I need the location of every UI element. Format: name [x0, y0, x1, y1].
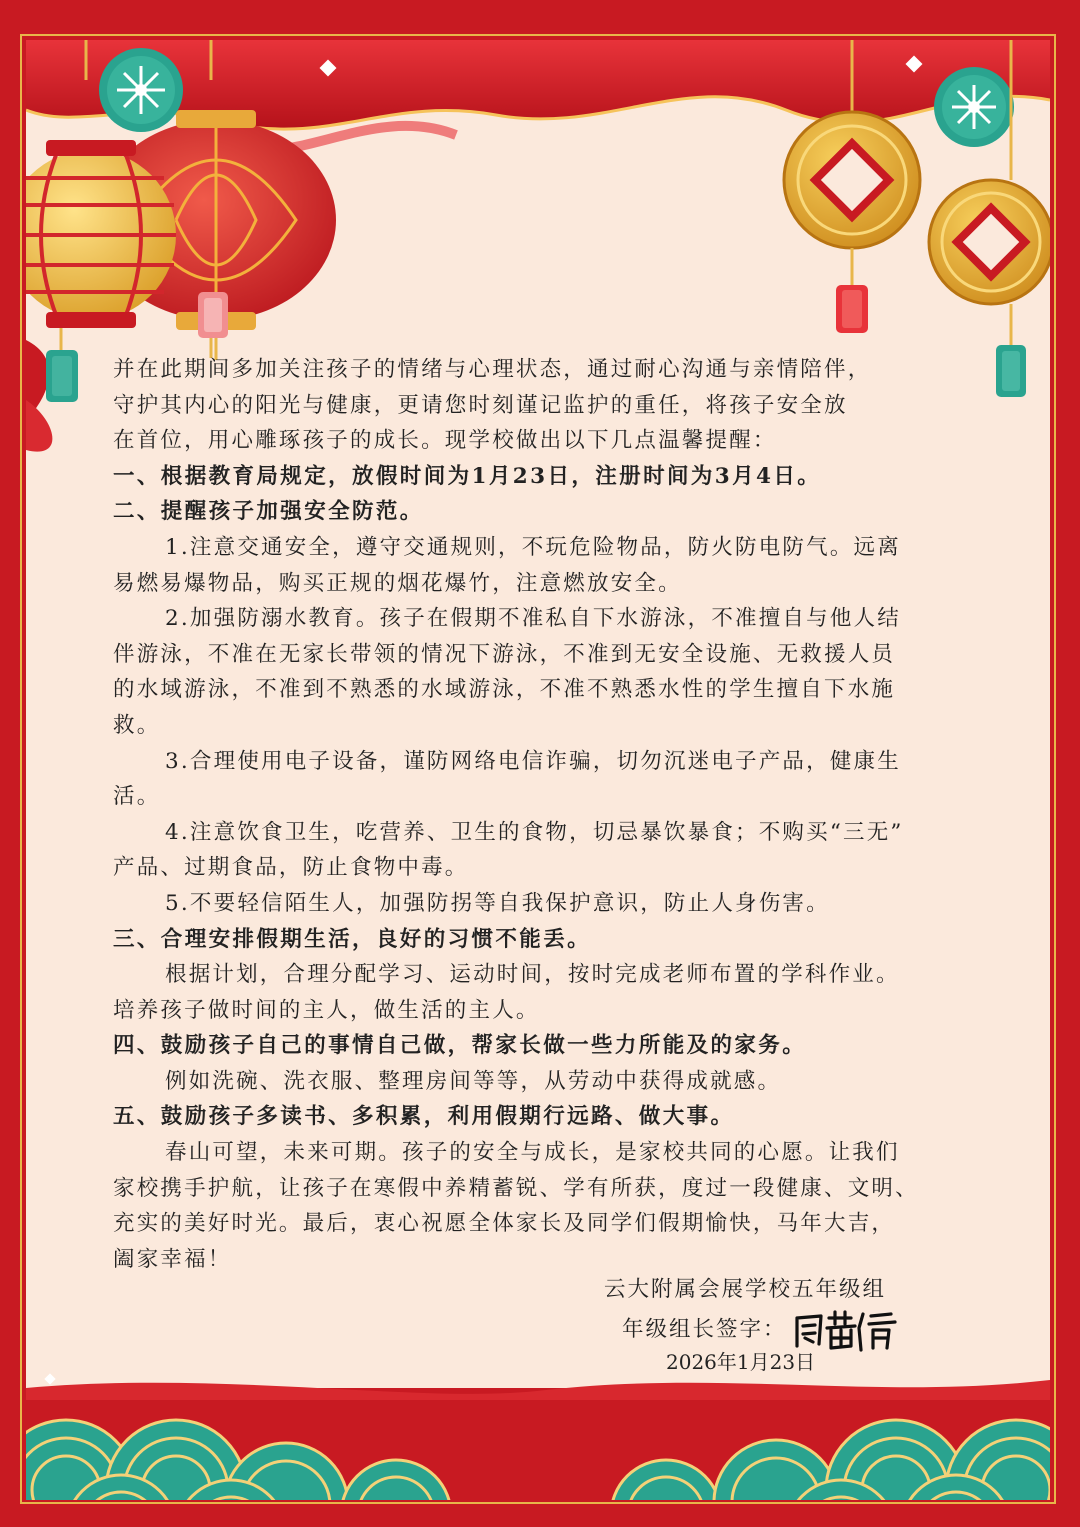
intro-line: 守护其内心的阳光与健康，更请您时刻谨记监护的重任，将孩子安全放	[113, 392, 848, 418]
safety-point-2-cont: 的水域游泳，不准到不熟悉的水域游泳，不准不熟悉水性的学生擅自下水施	[113, 677, 896, 703]
safety-point-2: 2.加强防溺水教育。孩子在假期不准私自下水游泳，不准擅自与他人结	[165, 606, 901, 632]
intro-line: 在首位，用心雕琢孩子的成长。现学校做出以下几点温馨提醒：	[113, 428, 777, 454]
leader-label: 年级组长签字：	[622, 1317, 787, 1342]
safety-point-1: 1.注意交通安全，遵守交通规则，不玩危险物品，防火防电防气。远离	[165, 534, 901, 560]
closing-line: 家校携手护航，让孩子在寒假中养精蓄锐、学有所获，度过一段健康、文明、	[113, 1175, 919, 1201]
safety-point-3: 3.合理使用电子设备，谨防网络电信诈骗，切勿沉迷电子产品，健康生	[165, 748, 901, 774]
letter-date: 2026年1月23日	[666, 1350, 816, 1374]
safety-point-2-cont: 伴游泳，不准在无家长带领的情况下游泳，不准到无安全设施、无救援人员	[113, 641, 896, 667]
intro-line: 并在此期间多加关注孩子的情绪与心理状态，通过耐心沟通与亲情陪伴，	[113, 357, 872, 382]
signature-block	[560, 1272, 980, 1380]
item-4-heading: 四、鼓励孩子自己的事情自己做，帮家长做一些力所能及的家务。	[113, 1033, 807, 1059]
closing-line: 春山可望，未来可期。孩子的安全与成长，是家校共同的心愿。让我们	[165, 1140, 900, 1166]
item-3-body-cont: 培养孩子做时间的主人，做生活的主人。	[113, 997, 540, 1023]
item-3-body: 根据计划，合理分配学习、运动时间，按时完成老师布置的学科作业。	[165, 962, 900, 988]
leader-signature-row	[560, 1308, 980, 1344]
item-3-heading: 三、合理安排假期生活，良好的习惯不能丢。	[113, 926, 592, 952]
item-2-heading: 二、提醒孩子加强安全防范。	[113, 499, 424, 525]
safety-point-3-cont: 活。	[113, 784, 161, 810]
safety-point-4-cont: 产品、过期食品，防止食物中毒。	[113, 855, 469, 881]
item-1-heading: 一、根据教育局规定，放假时间为1月23日，注册时间为3月4日。	[113, 463, 822, 489]
school-org: 云大附属会展学校五年级组	[604, 1277, 887, 1302]
item-5-heading: 五、鼓励孩子多读书、多积累，利用假期行远路、做大事。	[113, 1104, 735, 1130]
safety-point-1-cont: 易燃易爆物品，购买正规的烟花爆竹，注意燃放安全。	[113, 570, 682, 596]
letter-body	[113, 352, 995, 1277]
item-4-body: 例如洗碗、洗衣服、整理房间等等，从劳动中获得成就感。	[165, 1068, 782, 1094]
safety-point-4: 4.注意饮食卫生，吃营养、卫生的食物，切忌暴饮暴食；不购买“三无”	[165, 819, 904, 845]
closing-line: 阖家幸福！	[113, 1246, 232, 1272]
safety-point-2-cont: 救。	[113, 712, 161, 738]
closing-line: 充实的美好时光。最后，衷心祝愿全体家长及同学们假期愉快，马年大吉，	[113, 1211, 896, 1237]
safety-point-5: 5.不要轻信陌生人，加强防拐等自我保护意识，防止人身伤害。	[165, 890, 830, 916]
